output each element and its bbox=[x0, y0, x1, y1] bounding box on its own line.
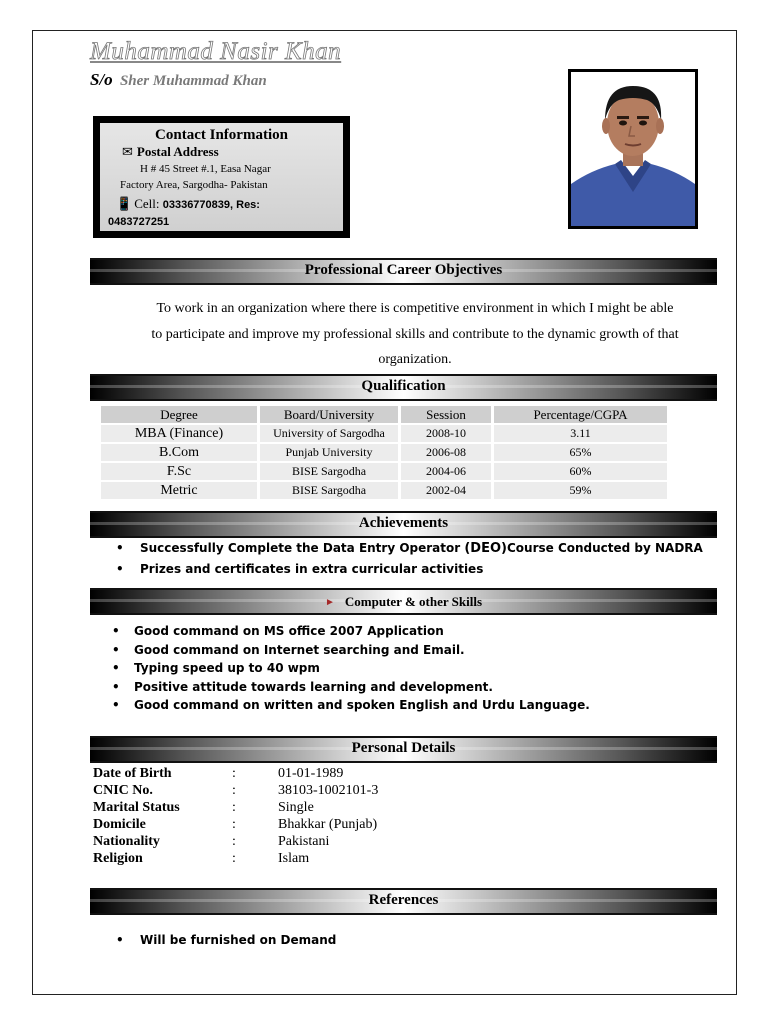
personal-row bbox=[93, 782, 378, 799]
personal-row bbox=[93, 816, 378, 833]
personal-value: 38103-1002101-3 bbox=[278, 783, 379, 798]
personal-value: Islam bbox=[278, 851, 310, 866]
section-title-achievements: Achievements bbox=[358, 515, 449, 531]
skills-title-text: Computer & other Skills bbox=[344, 594, 482, 609]
objective-line-3: organization. bbox=[378, 352, 452, 367]
list-item bbox=[116, 538, 703, 559]
list-item: • Good command on written and spoken English and Urdu Language. bbox=[112, 696, 590, 715]
section-title-personal: Personal Details bbox=[351, 740, 456, 756]
table-header-row bbox=[101, 406, 667, 423]
contact-title: Contact Information bbox=[155, 127, 288, 143]
father-line bbox=[90, 70, 267, 90]
envelope-icon: ✉ bbox=[122, 144, 133, 159]
profile-photo bbox=[568, 69, 698, 229]
column-header: Percentage/CGPA bbox=[494, 406, 667, 423]
table-cell: Metric bbox=[101, 482, 257, 499]
table-cell: 2006-08 bbox=[401, 444, 491, 461]
qualification-table bbox=[98, 404, 670, 501]
list-item: • Positive attitude towards learning and development. bbox=[112, 678, 590, 697]
column-header: Board/University bbox=[260, 406, 398, 423]
section-title-skills bbox=[90, 594, 717, 610]
personal-label: Marital Status bbox=[93, 800, 180, 815]
address-line-1: H # 45 Street #.1, Easa Nagar bbox=[140, 163, 271, 175]
table-cell: B.Com bbox=[101, 444, 257, 461]
personal-label: Religion bbox=[93, 851, 143, 866]
postal-address-label bbox=[122, 144, 219, 160]
personal-row bbox=[93, 850, 378, 867]
personal-colon: : bbox=[232, 817, 236, 832]
achievements-list bbox=[116, 538, 703, 580]
postal-label-text: Postal Address bbox=[136, 144, 219, 159]
triangle-right-icon: ► bbox=[324, 597, 335, 608]
section-bar-references bbox=[90, 888, 717, 915]
achievement-deo: (DEO) bbox=[464, 541, 507, 556]
father-name: Sher Muhammad Khan bbox=[119, 73, 267, 89]
table-cell: BISE Sargodha bbox=[260, 463, 398, 480]
personal-value: Pakistani bbox=[278, 834, 330, 849]
profile-photo-illustration bbox=[571, 72, 695, 226]
list-item: • Will be furnished on Demand bbox=[116, 933, 336, 947]
section-bar-objectives bbox=[90, 258, 717, 285]
section-title-references: References bbox=[368, 892, 439, 908]
achievement-text: Successfully Complete the Data Entry Operator bbox=[140, 541, 465, 555]
table-row bbox=[101, 444, 667, 461]
personal-value: 01-01-1989 bbox=[278, 766, 344, 781]
personal-colon: : bbox=[232, 834, 236, 849]
mobile-phone-icon: 📱 bbox=[116, 196, 133, 211]
cell-label: Cell: bbox=[134, 196, 160, 211]
personal-row bbox=[93, 765, 378, 782]
contact-information-box bbox=[93, 116, 350, 238]
table-row bbox=[101, 425, 667, 442]
list-item: • Typing speed up to 40 wpm bbox=[112, 659, 590, 678]
res-number: 0483727251 bbox=[108, 216, 170, 228]
objective-line-2: to participate and improve my professional skills and contribute to the dynamic growth of that bbox=[151, 326, 679, 342]
section-bar-qualification bbox=[90, 374, 717, 401]
table-row bbox=[101, 463, 667, 480]
section-bar-skills bbox=[90, 588, 717, 615]
table-cell: 3.11 bbox=[494, 425, 667, 442]
address-line-2: Factory Area, Sargodha- Pakistan bbox=[120, 179, 268, 191]
table-cell: 2002-04 bbox=[401, 482, 491, 499]
section-bar-personal bbox=[90, 736, 717, 763]
so-prefix: S/o bbox=[90, 70, 113, 89]
section-title-qualification: Qualification bbox=[361, 378, 446, 394]
personal-row bbox=[93, 799, 378, 816]
section-bar-achievements bbox=[90, 511, 717, 538]
table-cell: 60% bbox=[494, 463, 667, 480]
personal-value: Bhakkar (Punjab) bbox=[278, 817, 378, 832]
personal-colon: : bbox=[232, 851, 236, 866]
references-list bbox=[116, 933, 336, 947]
personal-details bbox=[93, 765, 378, 867]
table-cell: MBA (Finance) bbox=[101, 425, 257, 442]
list-item: • Good command on Internet searching and Email. bbox=[112, 641, 590, 660]
table-cell: 65% bbox=[494, 444, 667, 461]
personal-label: CNIC No. bbox=[93, 783, 153, 798]
personal-value: Single bbox=[278, 800, 314, 815]
table-row bbox=[101, 482, 667, 499]
table-cell: BISE Sargodha bbox=[260, 482, 398, 499]
achievement-org: NADRA bbox=[655, 541, 703, 555]
objective-line-1: To work in an organization where there is competitive environment in which I might be able bbox=[156, 301, 674, 316]
table-cell: F.Sc bbox=[101, 463, 257, 480]
cell-line bbox=[116, 196, 260, 212]
table-cell: 2004-06 bbox=[401, 463, 491, 480]
personal-label: Domicile bbox=[93, 817, 146, 832]
table-cell: 59% bbox=[494, 482, 667, 499]
personal-colon: : bbox=[232, 800, 236, 815]
table-cell: University of Sargodha bbox=[260, 425, 398, 442]
column-header: Session bbox=[401, 406, 491, 423]
personal-colon: : bbox=[232, 766, 236, 781]
skills-list bbox=[112, 622, 590, 715]
applicant-name: Muhammad Nasir Khan bbox=[90, 38, 342, 65]
table-cell: 2008-10 bbox=[401, 425, 491, 442]
column-header: Degree bbox=[101, 406, 257, 423]
personal-row bbox=[93, 833, 378, 850]
section-title-objectives: Professional Career Objectives bbox=[304, 262, 503, 278]
personal-label: Nationality bbox=[93, 834, 160, 849]
cell-number: 03336770839, Res: bbox=[162, 199, 260, 211]
list-item: • Good command on MS office 2007 Application bbox=[112, 622, 590, 641]
table-cell: Punjab University bbox=[260, 444, 398, 461]
personal-label: Date of Birth bbox=[93, 766, 172, 781]
career-objective-text bbox=[112, 296, 718, 373]
list-item: • Prizes and certificates in extra curricular activities bbox=[116, 559, 703, 580]
personal-colon: : bbox=[232, 783, 236, 798]
achievement-text: Course Conducted by bbox=[506, 541, 656, 555]
